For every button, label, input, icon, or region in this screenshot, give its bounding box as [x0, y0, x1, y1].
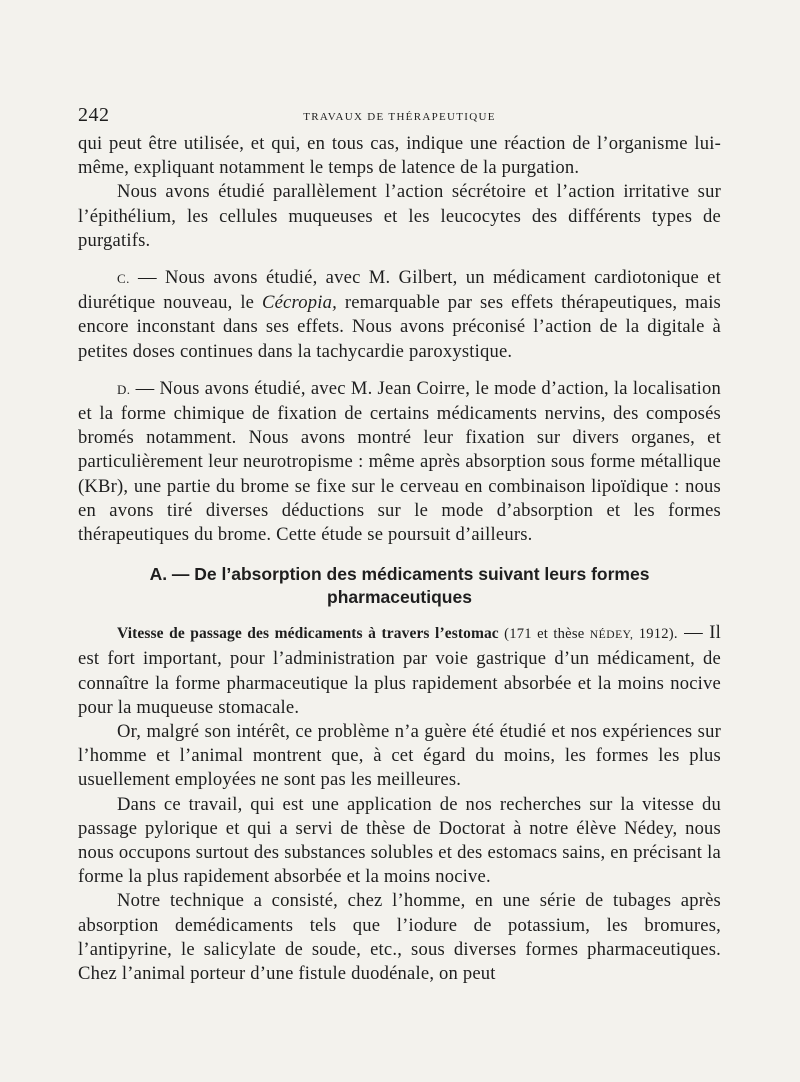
page-number: 242: [78, 104, 110, 126]
run-in-subheading: Vitesse de passage des médicaments à travers l’estomac: [117, 625, 499, 643]
paragraph-d-text: — Nous avons étudié, avec M. Jean Coirre, le mode d’action, la localisation et la forme chimique de fixation de certains médicaments nervins, des composés bromés notamment. Nous avons montré leur fixation sur divers organes, et particulièrement leur neurotropisme : même après absorption sous forme métallique (KBr), une partie du brome se fixe sur le cerveau en combinaison lipoïdique : nous en avons tiré diverses déductions sur le mode d’absorption et les formes thérapeutiques du brome. Cette étude se poursuit d’ailleurs.: [78, 377, 721, 546]
section-letter-c: C.: [117, 271, 130, 287]
book-page: [78, 104, 721, 1064]
reference-author: NÉDEY,: [589, 628, 634, 642]
running-title: TRAVAUX DE THÉRAPEUTIQUE: [303, 111, 496, 123]
paragraph-continuation: qui peut être utilisée, et qui, en tous cas, indique une réaction de l’organisme lui-même, expliquant notamment le temps de latence de la purgation.: [78, 133, 721, 179]
drug-name-cecropia: Cécropia,: [262, 292, 337, 314]
paragraph-c-text-a: — Nous avons étudié, avec M. Gilbert, un médicament cardiotonique et diurétique nouveau, le: [78, 267, 721, 314]
section-letter-d: D.: [117, 381, 131, 397]
section-heading-line-2: pharmaceutiques: [327, 587, 472, 608]
paragraph-c-cecropia: [78, 266, 721, 364]
paragraph-secretory-action: Nous avons étudié parallèlement l’action sécrétoire et l’action irritative sur l’épithélium, les cellules muqueuses et les leucocytes des différents types de purgatifs.: [78, 181, 721, 251]
reference-b: 1912).: [633, 626, 678, 643]
paragraph-experiments: Or, malgré son intérêt, ce problème n’a guère été étudié et nos expériences sur l’homme et l’animal montrent que, à cet égard du moins, les formes les plus usuellement employées ne sont pas les meilleures.: [78, 721, 721, 791]
reference-a: (171 et thèse: [498, 626, 590, 643]
paragraph-gastric-text: — Il est fort important, pour l’administration par voie gastrique d’un médicament, de connaître la forme pharmaceutique la plus rapidement absorbée et la moins nocive pour la muqueuse stomacale.: [78, 622, 721, 718]
paragraph-c-text-b: remarquable par ses effets thérapeutiques, mais encore inconstant dans ses effets. Nous avons préconisé l’action de la digitale à petites doses continues dans la tachycardie paroxystique.: [78, 292, 721, 362]
paragraph-gastric-passage: [78, 621, 721, 720]
running-head: [78, 104, 721, 132]
paragraph-d-bromine: [78, 377, 721, 547]
paragraph-thesis-work: Dans ce travail, qui est une application de nos recherches sur la vitesse du passage pylorique et qui a servi de thèse de Doctorat à notre élève Nédey, nous nous occupons surtout des substances solubles et des estomacs sains, en précisant la forme la plus rapidement absorbée et la moins nocive.: [78, 793, 721, 888]
paragraph-technique: Notre technique a consisté, chez l’homme, en une série de tubages après absorption demédicaments tels que l’iodure de potassium, les bromures, l’antipyrine, le salicylate de soude, etc., sous diverses formes pharmaceutiques. Chez l’animal porteur d’une fistule duodénale, on peut: [78, 890, 721, 985]
section-heading-line-1: A. — De l’absorption des médicaments suivant leurs formes: [149, 564, 650, 585]
section-heading: [78, 563, 721, 609]
